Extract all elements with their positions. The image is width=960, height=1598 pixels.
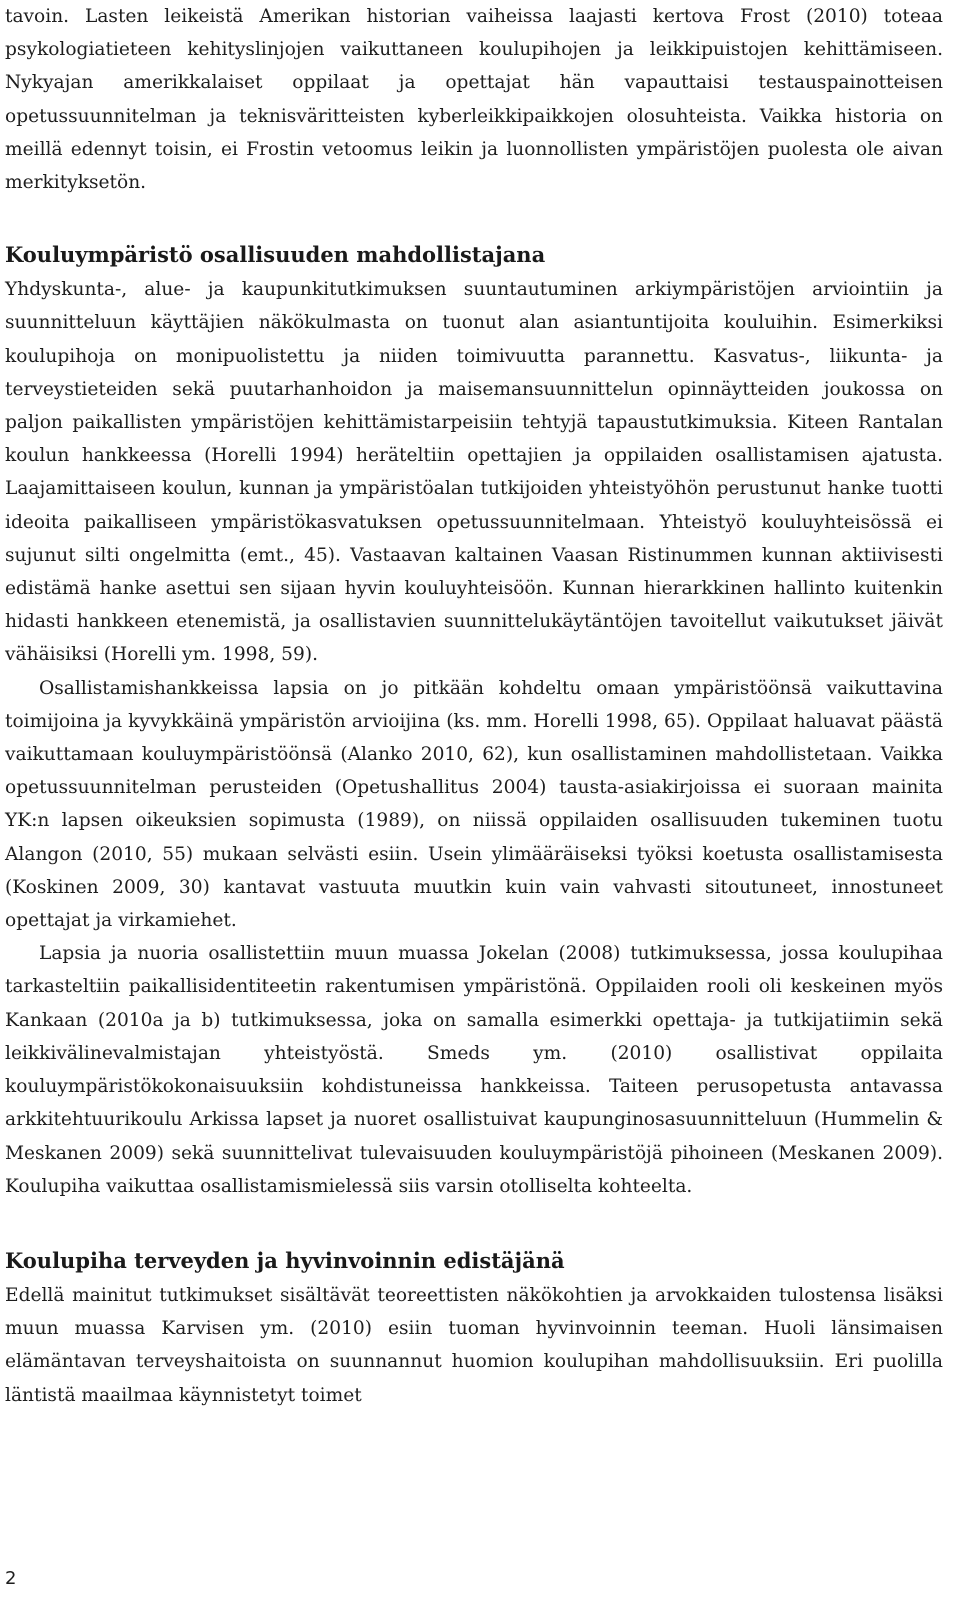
section-heading: Koulupiha terveyden ja hyvinvoinnin edistäjänä bbox=[5, 1247, 565, 1273]
body-paragraph: Yhdyskunta-, alue- ja kaupunkitutkimuksen suuntautuminen arkiympäristöjen arviointiin ja suunnitteluun käyttäjien näkökulmasta on tuonut alan asiantuntijoita kouluihin. Esimerkiksi koulupihoja on monipuolistettu ja niiden toimivuutta parannettu. Kasvatus-, liikunta- ja terveystieteiden sekä puutarhanhoidon ja maisemansuunnittelun opinnäytteiden joukossa on paljon paikallisten ympäristöjen kehittämistarpeisiin tehtyjä tapaustutkimuksia. Kiteen Rantalan koulun hankkeessa (Horelli 1994) heräteltiin opettajien ja oppilaiden osallistamisen ajatusta. Laajamittaiseen koulun, kunnan ja ympäristöalan tutkijoiden yhteistyöhön perustunut hanke tuotti ideoita paikalliseen ympäristökasvatuksen opetussuunnitelmaan. Yhteistyö kouluyhteisössä ei sujunut silti ongelmitta (emt., 45). Vastaavan kaltainen Vaasan Ristinummen kunnan aktiivisesti edistämä hanke asettui sen sijaan hyvin kouluyhteisöön. Kunnan hierarkkinen hallinto kuitenkin hidasti hankkeen etenemistä, ja osallistavien suunnittelukäytäntöjen tavoitellut vaikutukset jäivät vähäisiksi (Horelli ym. 1998, 59). bbox=[5, 279, 943, 666]
document-page bbox=[5, 0, 943, 1412]
section-spacer bbox=[5, 1203, 943, 1243]
body-paragraph: Osallistamishankkeissa lapsia on jo pitkään kohdeltu omaan ympäristöönsä vaikuttavina toimijoina ja kyvykkäinä ympäristön arvioijina (ks. mm. Horelli 1998, 65). Oppilaat haluavat päästä vaikuttamaan kouluympäristöönsä (Alanko 2010, 62), kun osallistaminen mahdollistetaan. Vaikka opetussuunnitelman perusteiden (Opetushallitus 2004) tausta-asiakirjoissa ei suoraan mainita YK:n lapsen oikeuksien sopimusta (1989), on niissä oppilaiden osallisuuden tukeminen tuotu Alangon (2010, 55) mukaan selvästi esiin. Usein ylimääräiseksi työksi koetusta osallistamisesta (Koskinen 2009, 30) kantavat vastuuta muutkin kuin vain vahvasti sitoutuneet, innostuneet opettajat ja virkamiehet. bbox=[5, 677, 943, 932]
section-spacer bbox=[5, 199, 943, 237]
body-paragraph: Lapsia ja nuoria osallistettiin muun muassa Jokelan (2008) tutkimuksessa, jossa koulupihaa tarkasteltiin paikallisidentiteetin rakentumisen ympäristönä. Oppilaiden rooli oli keskeinen myös Kankaan (2010a ja b) tutkimuksessa, joka on samalla esimerkki opettaja- ja tutkijatiimin sekä leikkivälinevalmistajan yhteistyöstä. Smeds ym. (2010) osallistivat oppilaita kouluympäristökokonaisuuksiin kohdistuneissa hankkeissa. Taiteen perusopetusta antavassa arkkitehtuurikoulu Arkissa lapset ja nuoret osallistuivat kaupunginosasuunnitteluun (Hummelin & Meskanen 2009) sekä suunnittelivat tulevaisuuden kouluympäristöjä pihoineen (Meskanen 2009). Koulupiha vaikuttaa osallistamismielessä siis varsin otolliselta kohteelta. bbox=[5, 943, 943, 1197]
page-number: 2 bbox=[5, 1568, 17, 1589]
body-paragraph: tavoin. Lasten leikeistä Amerikan historian vaiheissa laajasti kertova Frost (2010) toteaa psykologiatieteen kehityslinjojen vaikuttaneen koulupihojen ja leikkipuistojen kehittämiseen. Nykyajan amerikkalaiset oppilaat ja opettajat hän vapauttaisi testauspainotteisen opetussuunnitelman ja teknisväritteisten kyberleikkipaikkojen olosuhteista. Vaikka historia on meillä edennyt toisin, ei Frostin vetoomus leikin ja luonnollisten ympäristöjen puolesta ole aivan merkityksetön. bbox=[5, 6, 943, 194]
body-paragraph: Edellä mainitut tutkimukset sisältävät teoreettisten näkökohtien ja arvokkaiden tulostensa lisäksi muun muassa Karvisen ym. (2010) esiin tuoman hyvinvoinnin teeman. Huoli länsimaisen elämäntavan terveyshaitoista on suunnannut huomion koulupihan mahdollisuuksiin. Eri puolilla läntistä maailmaa käynnistetyt toimet bbox=[5, 1284, 943, 1406]
section-heading: Kouluympäristö osallisuuden mahdollistajana bbox=[5, 242, 546, 268]
